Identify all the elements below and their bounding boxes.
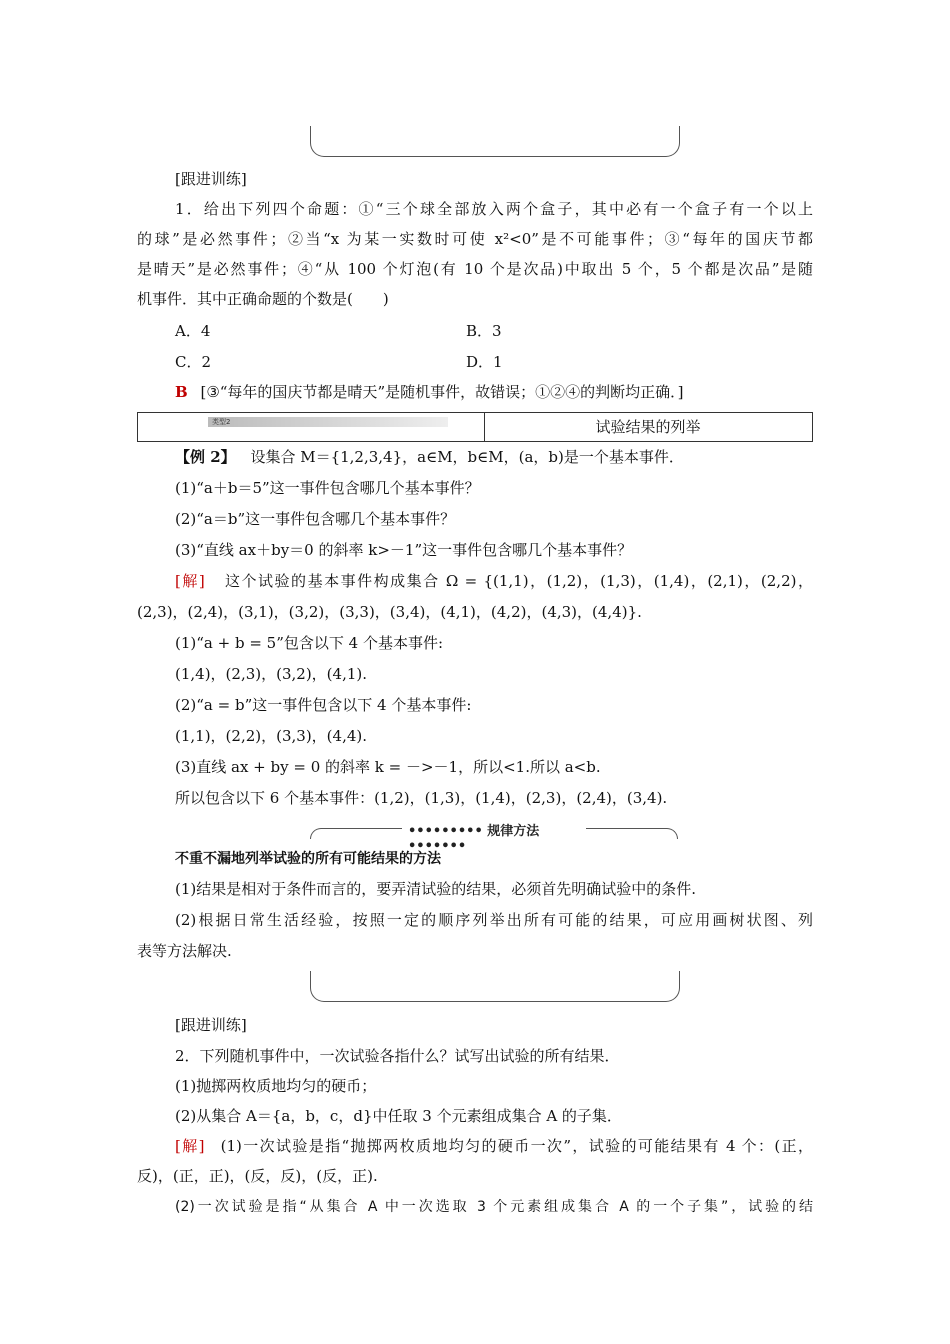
answer-2-list: (1,1)，(2,2)，(3,3)，(4,4).	[175, 727, 368, 745]
option-a: A．4	[175, 322, 211, 340]
solution-line-2: (2,3)，(2,4)，(3,1)，(3,2)，(3,3)，(3,4)，(4,1)，(4,2)，(4,3)，(4,4)}.	[137, 603, 642, 621]
type-tag: 类型2	[208, 417, 448, 427]
solution-2-line-1	[175, 1135, 813, 1157]
option-c: C．2	[175, 353, 212, 371]
solution-2-line-3: (2)一次试验是指“从集合 A 中一次选取 3 个元素组成集合 A 的一个子集”，试验的结	[175, 1199, 813, 1215]
answer-2-head: (2)“a = b”这一事件包含以下 4 个基本事件:	[175, 696, 472, 714]
bracket-close-top	[310, 126, 680, 157]
solution-line-1	[175, 570, 813, 592]
option-b: B．3	[466, 322, 502, 340]
answer-1	[175, 381, 813, 403]
question-1-line-2: 的球”是必然事件；②当“x 为某一实数时可使 x²<0”是不可能事件；③“每年的国庆节都	[137, 230, 813, 248]
solution-text-1: 这个试验的基本事件构成集合 Ω = {(1,1)，(1,2)，(1,3)，(1,4)，(2,1)，(2,2)，	[225, 572, 813, 590]
question-2: 2．下列随机事件中，一次试验各指什么？试写出试验的所有结果．	[175, 1047, 620, 1065]
type-title: 试验结果的列举	[595, 418, 701, 436]
solution-2-line-2: 反)，(正，正)，(反，反)，(反，正).	[137, 1167, 378, 1185]
question-1-line-4: 机事件．其中正确命题的个数是( )	[137, 290, 389, 308]
example-2-stem	[175, 446, 851, 468]
type-heading-box	[137, 412, 813, 442]
answer-1-list: (1,4)，(2,3)，(3,2)，(4,1).	[175, 665, 368, 683]
follow-up-header-2: [跟进训练]	[175, 1016, 247, 1034]
example-2-q3: (3)“直线 ax＋by＝0 的斜率 k>－1”这一事件包含哪几个基本事件？	[175, 541, 633, 559]
method-label: ••••••••• 规律方法 •••••••	[402, 820, 586, 854]
method-point-1: (1)结果是相对于条件而言的，要弄清试验的结果，必须首先明确试验中的条件.	[175, 880, 697, 898]
example-2-q2: (2)“a＝b”这一事件包含哪几个基本事件？	[175, 510, 456, 528]
example-label: 【例 2】	[175, 448, 236, 466]
question-2-part-1: (1)抛掷两枚质地均匀的硬币；	[175, 1077, 377, 1095]
answer-1-head: (1)“a + b = 5”包含以下 4 个基本事件:	[175, 634, 444, 652]
method-point-2-line-2: 表等方法解决.	[137, 942, 232, 960]
answer-letter: B	[175, 383, 188, 401]
solution-label: [解]	[175, 572, 205, 590]
follow-up-header-1: [跟进训练]	[175, 170, 247, 188]
method-title: 不重不漏地列举试验的所有可能结果的方法	[175, 851, 441, 867]
answer-3-head: (3)直线 ax + by = 0 的斜率 k = －>－1，所以<1.所以 a<b.	[175, 758, 601, 776]
bracket-close-method	[310, 971, 680, 1002]
example-stem-text: 设集合 M＝{1,2,3,4}，a∈M，b∈M，(a，b)是一个基本事件．	[250, 448, 684, 466]
method-box-top	[310, 820, 678, 854]
question-2-part-2: (2)从集合 A＝{a，b，c，d}中任取 3 个元素组成集合 A 的子集．	[175, 1107, 622, 1125]
example-2-q1: (1)“a＋b＝5”这一事件包含哪几个基本事件？	[175, 479, 480, 497]
solution-2-label: [解]	[175, 1137, 205, 1155]
solution-2-text-1: (1)一次试验是指“抛掷两枚质地均匀的硬币一次”，试验的可能结果有 4 个：(正，	[220, 1137, 813, 1155]
option-d: D．1	[466, 353, 503, 371]
question-1-line-3: 是晴天”是必然事件；④“从 100 个灯泡(有 10 个是次品)中取出 5 个，5 个都是次品”是随	[137, 260, 813, 278]
answer-3-list: 所以包含以下 6 个基本事件：(1,2)，(1,3)，(1,4)，(2,3)，(2,4)，(3,4).	[175, 789, 668, 807]
answer-explanation: [③“每年的国庆节都是晴天”是随机事件，故错误；①②④的判断均正确．]	[200, 383, 684, 401]
question-1-line-1: 1．给出下列四个命题：①“三个球全部放入两个盒子，其中必有一个盒子有一个以上	[175, 200, 813, 218]
method-point-2-line-1: (2)根据日常生活经验，按照一定的顺序列举出所有可能的结果，可应用画树状图、列	[175, 911, 813, 929]
